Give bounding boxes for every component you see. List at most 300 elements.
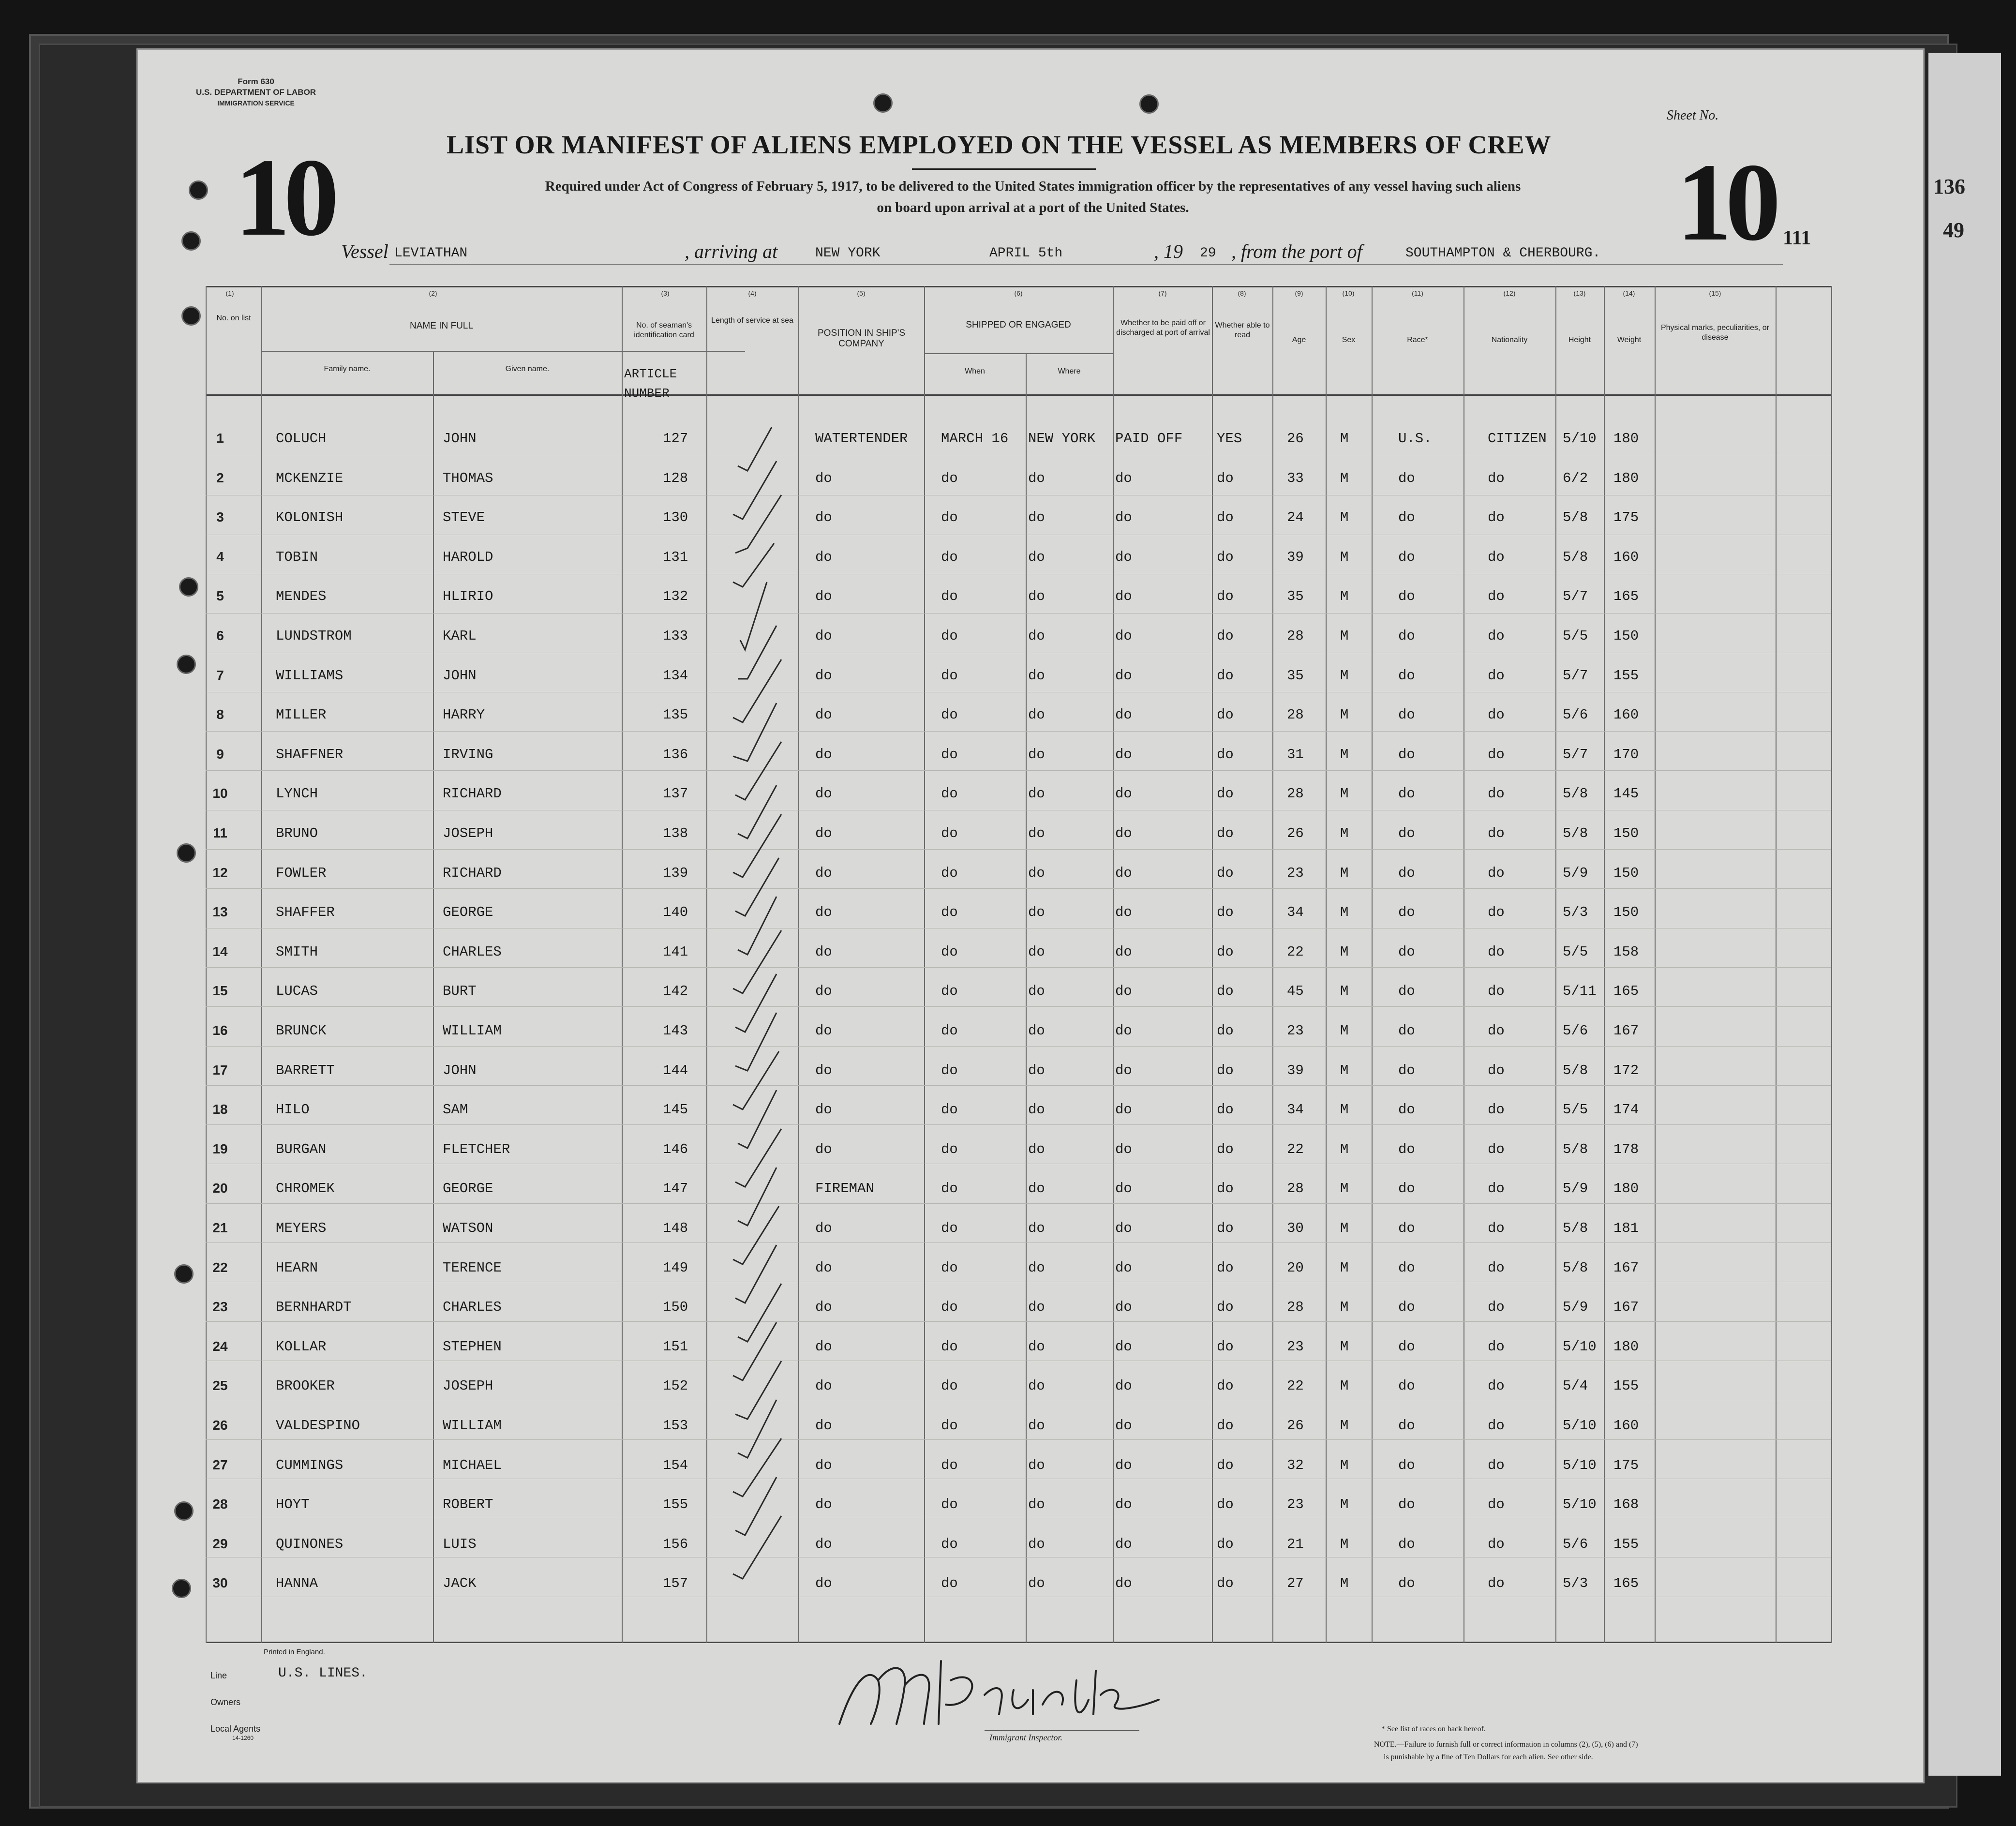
page-number: 111 — [1783, 227, 1811, 249]
race-cell: do — [1398, 1062, 1415, 1078]
row-number: 5 — [216, 588, 224, 604]
nationality-cell: do — [1488, 1062, 1505, 1078]
age-cell: 22 — [1287, 943, 1304, 960]
shipped-when-cell: do — [941, 983, 958, 1000]
paid-off-cell: do — [1115, 628, 1132, 644]
weight-cell: 155 — [1613, 667, 1639, 684]
card-number-cell: 141 — [663, 943, 688, 960]
title-rule — [912, 168, 1096, 170]
punch-hole — [179, 577, 198, 597]
row-rule — [206, 888, 1831, 889]
family-name-cell: COLUCH — [276, 431, 327, 447]
card-number-cell: 152 — [663, 1378, 688, 1394]
shipped-where-cell: do — [1028, 1141, 1045, 1157]
shipped-where-cell: do — [1028, 470, 1045, 486]
paid-off-cell: do — [1115, 1418, 1132, 1434]
age-cell: 26 — [1287, 431, 1304, 447]
age-cell: 23 — [1287, 1497, 1304, 1513]
height-cell: 5/7 — [1563, 746, 1588, 763]
able-to-read-cell: do — [1217, 1220, 1234, 1236]
shipped-when-cell: do — [941, 1023, 958, 1039]
header-length-service: Length of service at sea — [711, 316, 793, 325]
row-number: 4 — [216, 549, 224, 564]
position-cell: do — [815, 1418, 832, 1434]
family-name-cell: MCKENZIE — [276, 470, 343, 486]
subtitle-line-1: Required under Act of Congress of February 5, 1917, to be delivered to the United States immigration officer by the representatives of any vessel having such aliens — [545, 179, 1521, 194]
table-top-rule — [206, 286, 1831, 287]
paid-off-cell: do — [1115, 1023, 1132, 1039]
family-name-cell: SHAFFNER — [276, 746, 343, 763]
card-number-cell: 131 — [663, 549, 688, 565]
col-num-10: (10) — [1342, 289, 1355, 297]
row-number: 8 — [216, 707, 224, 722]
shipped-when-cell: do — [941, 1378, 958, 1394]
row-rule — [206, 731, 1831, 732]
row-number: 6 — [216, 628, 224, 643]
height-cell: 5/9 — [1563, 865, 1588, 881]
card-number-cell: 153 — [663, 1418, 688, 1434]
race-cell: do — [1398, 1299, 1415, 1316]
given-name-cell: STEPHEN — [443, 1338, 502, 1355]
weight-cell: 150 — [1613, 628, 1639, 644]
card-number-cell: 157 — [663, 1575, 688, 1592]
weight-cell: 175 — [1613, 509, 1639, 526]
weight-cell: 160 — [1613, 707, 1639, 723]
able-to-read-cell: do — [1217, 667, 1234, 684]
race-cell: do — [1398, 1259, 1415, 1276]
nationality-cell: do — [1488, 1181, 1505, 1197]
nationality-cell: do — [1488, 549, 1505, 565]
shipped-when-cell: do — [941, 1259, 958, 1276]
race-cell: do — [1398, 549, 1415, 565]
adjacent-page-edge — [1926, 53, 2001, 1776]
family-name-cell: CUMMINGS — [276, 1457, 343, 1473]
header-physical-marks: Physical marks, peculiarities, or disease — [1660, 324, 1770, 342]
sex-cell: M — [1340, 431, 1349, 447]
shipped-where-cell: do — [1028, 1575, 1045, 1592]
nationality-cell: do — [1488, 1102, 1505, 1118]
card-number-cell: 150 — [663, 1299, 688, 1316]
able-to-read-cell: do — [1217, 1181, 1234, 1197]
col-num-15: (15) — [1709, 289, 1721, 297]
family-name-cell: BARRETT — [276, 1062, 335, 1078]
given-name-cell: GEORGE — [443, 1181, 493, 1197]
race-cell: do — [1398, 1575, 1415, 1592]
card-number-cell: 145 — [663, 1102, 688, 1118]
shipped-where-cell: do — [1028, 1220, 1045, 1236]
position-cell: do — [815, 1023, 832, 1039]
shipped-when-cell: do — [941, 865, 958, 881]
given-name-cell: CHARLES — [443, 1299, 502, 1316]
given-name-cell: HAROLD — [443, 549, 493, 565]
given-name-cell: JOSEPH — [443, 825, 493, 841]
nationality-cell: do — [1488, 1220, 1505, 1236]
race-cell: U.S. — [1398, 431, 1432, 447]
card-number-cell: 143 — [663, 1023, 688, 1039]
shipped-where-cell: do — [1028, 1338, 1045, 1355]
paid-off-cell: do — [1115, 1497, 1132, 1513]
family-name-cell: MENDES — [276, 588, 327, 605]
col-rule — [1026, 353, 1027, 1643]
race-cell: do — [1398, 1220, 1415, 1236]
header-no-on-list: No. on list — [216, 314, 251, 322]
height-cell: 5/8 — [1563, 549, 1588, 565]
card-number-cell: 134 — [663, 667, 688, 684]
big-number-right: 10 — [1676, 140, 1774, 264]
position-cell: do — [815, 1220, 832, 1236]
punch-hole — [177, 843, 196, 863]
nationality-cell: do — [1488, 865, 1505, 881]
row-rule — [206, 1124, 1831, 1125]
header-bottom-rule — [206, 394, 1831, 396]
shipped-where-cell: do — [1028, 1457, 1045, 1473]
shipped-when-cell: do — [941, 943, 958, 960]
card-number-cell: 135 — [663, 707, 688, 723]
race-cell: do — [1398, 1023, 1415, 1039]
given-name-cell: JOSEPH — [443, 1378, 493, 1394]
shipped-where-cell: do — [1028, 667, 1045, 684]
position-cell: do — [815, 667, 832, 684]
position-cell: do — [815, 1062, 832, 1078]
row-number: 17 — [212, 1062, 228, 1078]
race-cell: do — [1398, 1181, 1415, 1197]
row-number: 20 — [212, 1181, 228, 1196]
position-cell: do — [815, 825, 832, 841]
age-cell: 27 — [1287, 1575, 1304, 1592]
paid-off-cell: do — [1115, 865, 1132, 881]
given-name-cell: WATSON — [443, 1220, 493, 1236]
nationality-cell: do — [1488, 1338, 1505, 1355]
row-number: 19 — [212, 1141, 228, 1156]
position-cell: do — [815, 786, 832, 802]
race-cell: do — [1398, 1497, 1415, 1513]
able-to-read-cell: do — [1217, 549, 1234, 565]
height-cell: 5/9 — [1563, 1181, 1588, 1197]
able-to-read-cell: do — [1217, 1536, 1234, 1552]
weight-cell: 158 — [1613, 943, 1639, 960]
weight-cell: 175 — [1613, 1457, 1639, 1473]
card-number-cell: 127 — [663, 431, 688, 447]
weight-cell: 167 — [1613, 1023, 1639, 1039]
header-age: Age — [1292, 336, 1306, 344]
given-name-cell: JOHN — [443, 431, 477, 447]
height-cell: 5/10 — [1563, 1497, 1597, 1513]
paid-off-cell: do — [1115, 1536, 1132, 1552]
shipped-when-cell: do — [941, 1536, 958, 1552]
height-cell: 5/10 — [1563, 1338, 1597, 1355]
height-cell: 5/4 — [1563, 1378, 1588, 1394]
row-number: 30 — [212, 1575, 228, 1591]
sex-cell: M — [1340, 1141, 1349, 1157]
from-port-label: , from the port of — [1231, 240, 1362, 262]
form-number: Form 630 — [238, 77, 274, 86]
sex-cell: M — [1340, 1418, 1349, 1434]
sex-cell: M — [1340, 1536, 1349, 1552]
row-number: 27 — [212, 1457, 228, 1472]
shipped-when-cell: do — [941, 470, 958, 486]
given-name-cell: ROBERT — [443, 1497, 493, 1513]
family-name-cell: FOWLER — [276, 865, 327, 881]
given-name-cell: SAM — [443, 1102, 468, 1118]
sex-cell: M — [1340, 509, 1349, 526]
sex-cell: M — [1340, 983, 1349, 1000]
punch-hole — [174, 1501, 194, 1521]
able-to-read-cell: do — [1217, 588, 1234, 605]
given-name-cell: BURT — [443, 983, 477, 1000]
position-cell: do — [815, 1378, 832, 1394]
height-cell: 5/8 — [1563, 1220, 1588, 1236]
card-number-cell: 142 — [663, 983, 688, 1000]
row-number: 15 — [212, 983, 228, 999]
given-name-cell: HLIRIO — [443, 588, 493, 605]
race-cell: do — [1398, 1418, 1415, 1434]
able-to-read-cell: do — [1217, 509, 1234, 526]
sex-cell: M — [1340, 1023, 1349, 1039]
agents-label: Local Agents — [210, 1724, 261, 1734]
manifest-subtitle — [370, 176, 1696, 218]
race-cell: do — [1398, 1457, 1415, 1473]
able-to-read-cell: do — [1217, 825, 1234, 841]
sex-cell: M — [1340, 588, 1349, 605]
able-to-read-cell: do — [1217, 1338, 1234, 1355]
header-article-number: ARTICLE NUMBER — [624, 367, 677, 401]
age-cell: 30 — [1287, 1220, 1304, 1236]
position-cell: do — [815, 904, 832, 921]
weight-cell: 165 — [1613, 1575, 1639, 1592]
shipped-when-cell: do — [941, 1338, 958, 1355]
shipped-where-cell: do — [1028, 746, 1045, 763]
paid-off-cell: do — [1115, 470, 1132, 486]
race-cell: do — [1398, 746, 1415, 763]
arriving-label: , arriving at — [685, 240, 778, 262]
race-cell: do — [1398, 1141, 1415, 1157]
age-cell: 23 — [1287, 865, 1304, 881]
age-cell: 23 — [1287, 1023, 1304, 1039]
weight-cell: 167 — [1613, 1259, 1639, 1276]
height-cell: 5/5 — [1563, 1102, 1588, 1118]
position-cell: do — [815, 470, 832, 486]
position-cell: do — [815, 509, 832, 526]
row-number: 10 — [212, 786, 228, 801]
nationality-cell: do — [1488, 983, 1505, 1000]
able-to-read-cell: do — [1217, 707, 1234, 723]
given-name-cell: TERENCE — [443, 1259, 502, 1276]
position-cell: do — [815, 943, 832, 960]
age-cell: 20 — [1287, 1259, 1304, 1276]
nationality-cell: do — [1488, 1259, 1505, 1276]
shipped-where-cell: do — [1028, 549, 1045, 565]
height-cell: 5/10 — [1563, 1418, 1597, 1434]
col-num-11: (11) — [1412, 289, 1423, 297]
age-cell: 45 — [1287, 983, 1304, 1000]
position-cell: do — [815, 549, 832, 565]
card-number-cell: 147 — [663, 1181, 688, 1197]
able-to-read-cell: do — [1217, 904, 1234, 921]
weight-cell: 150 — [1613, 904, 1639, 921]
nationality-cell: do — [1488, 786, 1505, 802]
shipped-where-cell: do — [1028, 1181, 1045, 1197]
weight-cell: 150 — [1613, 825, 1639, 841]
race-cell: do — [1398, 470, 1415, 486]
family-name-cell: LUNDSTROM — [276, 628, 352, 644]
col-num-5: (5) — [857, 289, 866, 297]
card-number-cell: 140 — [663, 904, 688, 921]
row-number: 1 — [216, 431, 224, 446]
able-to-read-cell: do — [1217, 865, 1234, 881]
family-name-cell: MEYERS — [276, 1220, 327, 1236]
card-number-cell: 130 — [663, 509, 688, 526]
nationality-cell: do — [1488, 825, 1505, 841]
age-cell: 26 — [1287, 825, 1304, 841]
nationality-cell: CITIZEN — [1488, 431, 1547, 447]
sex-cell: M — [1340, 1378, 1349, 1394]
col-num-6: (6) — [1014, 289, 1023, 297]
punch-hole — [181, 306, 201, 326]
race-cell: do — [1398, 983, 1415, 1000]
shipped-when-cell: do — [941, 1418, 958, 1434]
row-number: 21 — [212, 1220, 228, 1235]
family-name-cell: MILLER — [276, 707, 327, 723]
shipped-when-cell: do — [941, 1102, 958, 1118]
table-bottom-rule — [206, 1642, 1831, 1643]
paid-off-cell: do — [1115, 707, 1132, 723]
weight-cell: 145 — [1613, 786, 1639, 802]
row-number: 3 — [216, 509, 224, 525]
age-cell: 39 — [1287, 549, 1304, 565]
shipped-where-cell: do — [1028, 1418, 1045, 1434]
nationality-cell: do — [1488, 509, 1505, 526]
card-number-cell: 156 — [663, 1536, 688, 1552]
shipped-when-cell: do — [941, 667, 958, 684]
shipped-where-cell: do — [1028, 943, 1045, 960]
given-name-cell: MICHAEL — [443, 1457, 502, 1473]
given-name-cell: JOHN — [443, 667, 477, 684]
paid-off-cell: do — [1115, 1102, 1132, 1118]
paid-off-cell: PAID OFF — [1115, 431, 1183, 447]
card-number-cell: 155 — [663, 1497, 688, 1513]
row-rule — [206, 1242, 1831, 1243]
header-race: Race* — [1407, 336, 1428, 344]
row-rule — [206, 1046, 1831, 1047]
shipped-when-cell: do — [941, 786, 958, 802]
header-paid-off: Whether to be paid off or discharged at port of arrival — [1116, 319, 1210, 337]
inspector-line — [985, 1730, 1139, 1731]
height-cell: 5/10 — [1563, 1457, 1597, 1473]
row-rule — [206, 1439, 1831, 1440]
race-cell: do — [1398, 1536, 1415, 1552]
height-cell: 5/8 — [1563, 509, 1588, 526]
height-cell: 5/9 — [1563, 1299, 1588, 1316]
able-to-read-cell: do — [1217, 786, 1234, 802]
sex-cell: M — [1340, 865, 1349, 881]
family-name-cell: CHROMEK — [276, 1181, 335, 1197]
able-to-read-cell: do — [1217, 1023, 1234, 1039]
card-number-cell: 149 — [663, 1259, 688, 1276]
shipped-when-cell: do — [941, 707, 958, 723]
age-cell: 28 — [1287, 1181, 1304, 1197]
able-to-read-cell: do — [1217, 1457, 1234, 1473]
shipped-where-cell: do — [1028, 1259, 1045, 1276]
arrival-port: NEW YORK — [815, 246, 881, 261]
shipped-when-cell: do — [941, 588, 958, 605]
given-name-cell: JACK — [443, 1575, 477, 1592]
position-cell: do — [815, 588, 832, 605]
family-name-cell: HILO — [276, 1102, 310, 1118]
family-name-cell: BRUNCK — [276, 1023, 327, 1039]
position-cell: do — [815, 1575, 832, 1592]
height-cell: 5/7 — [1563, 588, 1588, 605]
height-cell: 5/8 — [1563, 1062, 1588, 1078]
col-num-1: (1) — [225, 289, 234, 297]
position-cell: do — [815, 1299, 832, 1316]
sex-cell: M — [1340, 470, 1349, 486]
height-cell: 5/6 — [1563, 707, 1588, 723]
nationality-cell: do — [1488, 1023, 1505, 1039]
shipped-where-cell: do — [1028, 628, 1045, 644]
age-cell: 31 — [1287, 746, 1304, 763]
col-num-3: (3) — [661, 289, 670, 297]
row-rule — [206, 1203, 1831, 1204]
service-label: IMMIGRATION SERVICE — [217, 99, 295, 107]
inspector-label: Immigrant Inspector. — [989, 1733, 1062, 1742]
col-num-13: (13) — [1573, 289, 1586, 297]
position-cell: do — [815, 746, 832, 763]
shipped-where-cell: do — [1028, 1378, 1045, 1394]
family-name-cell: HOYT — [276, 1497, 310, 1513]
family-name-cell: TOBIN — [276, 549, 318, 565]
paid-off-cell: do — [1115, 786, 1132, 802]
sex-cell: M — [1340, 707, 1349, 723]
row-number: 12 — [212, 865, 228, 880]
shipped-where-cell: do — [1028, 509, 1045, 526]
card-number-cell: 154 — [663, 1457, 688, 1473]
given-name-cell: CHARLES — [443, 943, 502, 960]
row-number: 2 — [216, 470, 224, 485]
weight-cell: 170 — [1613, 746, 1639, 763]
shipped-when-cell: do — [941, 1062, 958, 1078]
age-cell: 34 — [1287, 904, 1304, 921]
given-name-cell: JOHN — [443, 1062, 477, 1078]
shipped-where-cell: do — [1028, 1023, 1045, 1039]
able-to-read-cell: do — [1217, 1378, 1234, 1394]
card-number-cell: 148 — [663, 1220, 688, 1236]
header-position: POSITION IN SHIP'S COMPANY — [818, 328, 905, 349]
nationality-cell: do — [1488, 943, 1505, 960]
paid-off-cell: do — [1115, 1181, 1132, 1197]
margin-number-136: 136 — [1933, 175, 1965, 198]
able-to-read-cell: do — [1217, 1102, 1234, 1118]
weight-cell: 181 — [1613, 1220, 1639, 1236]
card-number-cell: 137 — [663, 786, 688, 802]
family-name-cell: LYNCH — [276, 786, 318, 802]
shipped-when-cell: do — [941, 549, 958, 565]
height-cell: 5/3 — [1563, 1575, 1588, 1592]
fine-note-line-1: NOTE.—Failure to furnish full or correct information in columns (2), (5), (6) and (7) — [1374, 1740, 1638, 1749]
row-number: 26 — [212, 1418, 228, 1433]
age-cell: 24 — [1287, 509, 1304, 526]
weight-cell: 160 — [1613, 1418, 1639, 1434]
sex-cell: M — [1340, 1102, 1349, 1118]
able-to-read-cell: do — [1217, 628, 1234, 644]
col-num-7: (7) — [1158, 289, 1167, 297]
height-cell: 5/5 — [1563, 943, 1588, 960]
punch-hole — [1139, 94, 1159, 114]
nationality-cell: do — [1488, 1141, 1505, 1157]
given-name-cell: THOMAS — [443, 470, 493, 486]
weight-cell: 160 — [1613, 549, 1639, 565]
race-cell: do — [1398, 667, 1415, 684]
header-name-in-full: NAME IN FULL — [410, 321, 473, 331]
